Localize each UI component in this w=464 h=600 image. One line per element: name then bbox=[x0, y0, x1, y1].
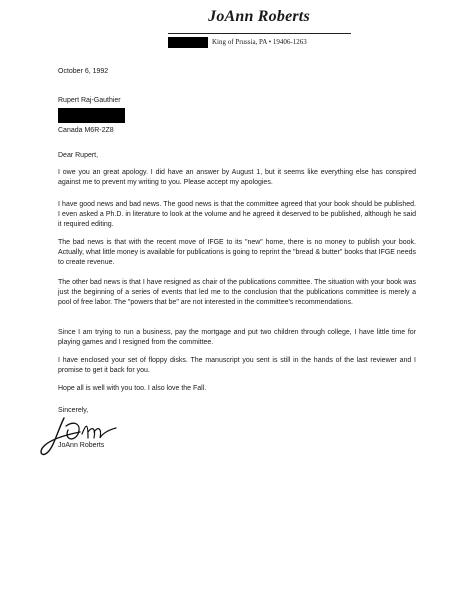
paragraph-5: Since I am trying to run a business, pay the mortgage and put two children through college, I have little time for playing games and I resigned from the committee. bbox=[58, 329, 416, 346]
letterhead-address-row bbox=[168, 36, 307, 48]
paragraph-4: The other bad news is that I have resigned as chair of the publications committee. The situation with your book was just the beginning of a series of events that led me to the conclusion that the publications committee is merely a pool of free labor. The "powers that be" are not interested in the committee's recommendations. bbox=[58, 279, 416, 306]
paragraph-3: The bad news is that with the recent move of IFGE to its "new" home, there is no money to publish your book. Actually, what little money is available for publications is going to reprint the "bread & butter" books that IFGE needs to create revenue. bbox=[58, 239, 416, 266]
letterhead-name: JoAnn Roberts bbox=[208, 8, 310, 25]
recipient-postal: Canada M6R-2Z8 bbox=[58, 127, 114, 134]
paragraph-2: I have good news and bad news. The good news is that the committee agreed that your book should be published. I even asked a Ph.D. in literature to look at the volume and he agreed it deserved to be published, although he said it required editing. bbox=[58, 201, 416, 228]
salutation: Dear Rupert, bbox=[58, 152, 99, 159]
paragraph-1: I owe you an great apology. I did have an answer by August 1, but it seems like everything else has conspired against me to prevent my writing to you. Please accept my apologies. bbox=[58, 169, 416, 186]
handwritten-signature bbox=[36, 412, 132, 464]
letterhead-rule bbox=[168, 33, 351, 34]
signer-name: JoAnn Roberts bbox=[58, 442, 105, 449]
recipient-name: Rupert Raj-Gauthier bbox=[58, 97, 121, 104]
letter-date: October 6, 1992 bbox=[58, 68, 109, 75]
closing: Sincerely, bbox=[58, 407, 89, 414]
paragraph-7: Hope all is well with you too. I also love the Fall. bbox=[58, 385, 207, 392]
redacted-street-block bbox=[168, 37, 208, 48]
redacted-recipient-address bbox=[58, 108, 125, 123]
paragraph-6: I have enclosed your set of floppy disks. The manuscript you sent is still in the hands of the last reviewer and I promise to get it back for you. bbox=[58, 357, 416, 374]
letterhead-address: King of Prussia, PA • 19406-1263 bbox=[212, 38, 307, 46]
